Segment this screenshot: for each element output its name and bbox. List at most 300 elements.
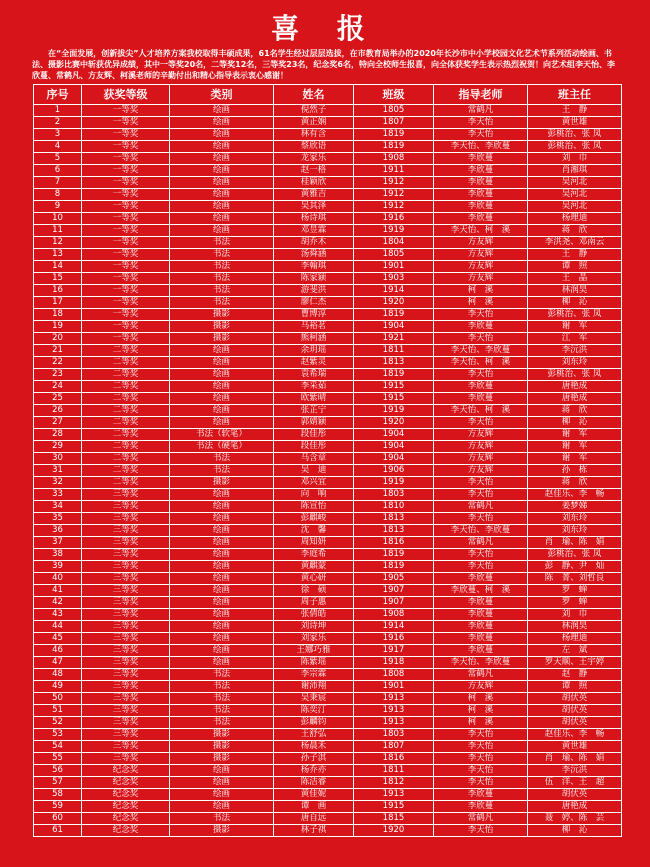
cell-instructor: 李天怡、柯 溪 [434, 405, 528, 417]
table-row [34, 489, 622, 501]
cell-award-level: 三等奖 [82, 633, 170, 645]
cell-award-level: 三等奖 [82, 525, 170, 537]
cell-award-level: 三等奖 [82, 573, 170, 585]
cell-instructor: 常鹤凡 [434, 813, 528, 825]
table-row [34, 177, 622, 189]
cell-homeroom-teacher: 彭桃治、张 凤 [528, 141, 622, 153]
cell-student-name: 沈 馨 [274, 525, 354, 537]
cell-index: 30 [34, 453, 82, 465]
cell-index: 53 [34, 729, 82, 741]
cell-category: 摄影 [170, 309, 274, 321]
cell-index: 61 [34, 825, 82, 837]
cell-instructor: 李天怡 [434, 477, 528, 489]
table-row [34, 297, 622, 309]
cell-class: 1803 [354, 489, 434, 501]
table-row [34, 309, 622, 321]
cell-student-name: 张倩皓 [274, 609, 354, 621]
cell-homeroom-teacher: 吴河北 [528, 189, 622, 201]
cell-index: 12 [34, 237, 82, 249]
cell-category: 书法 [170, 237, 274, 249]
cell-class: 1912 [354, 189, 434, 201]
cell-index: 45 [34, 633, 82, 645]
cell-index: 57 [34, 777, 82, 789]
table-row [34, 765, 622, 777]
cell-class: 1916 [354, 213, 434, 225]
table-row [34, 525, 622, 537]
table-row [34, 609, 622, 621]
cell-category: 绘画 [170, 633, 274, 645]
cell-instructor: 李天怡 [434, 753, 528, 765]
cell-instructor: 方友辉 [434, 249, 528, 261]
cell-student-name: 陈家颖 [274, 273, 354, 285]
table-row [34, 369, 622, 381]
cell-homeroom-teacher: 唐艳成 [528, 801, 622, 813]
table-row [34, 165, 622, 177]
header-category: 类别 [170, 85, 274, 105]
cell-class: 1914 [354, 621, 434, 633]
cell-homeroom-teacher: 唐艳成 [528, 393, 622, 405]
table-row [34, 585, 622, 597]
cell-instructor: 李欣蔓 [434, 633, 528, 645]
cell-award-level: 一等奖 [82, 225, 170, 237]
table-row [34, 261, 622, 273]
cell-homeroom-teacher: 杨理迪 [528, 213, 622, 225]
cell-class: 1911 [354, 165, 434, 177]
cell-homeroom-teacher: 赵佳乐、李 畅 [528, 489, 622, 501]
cell-instructor: 李天怡 [434, 777, 528, 789]
cell-instructor: 柯 溪 [434, 297, 528, 309]
cell-class: 1913 [354, 789, 434, 801]
cell-homeroom-teacher: 李洪尧、邓南云 [528, 237, 622, 249]
cell-instructor: 李欣蔓 [434, 801, 528, 813]
cell-award-level: 一等奖 [82, 189, 170, 201]
cell-class: 1913 [354, 717, 434, 729]
cell-index: 23 [34, 369, 82, 381]
cell-homeroom-teacher: 谢 军 [528, 429, 622, 441]
cell-award-level: 二等奖 [82, 369, 170, 381]
cell-award-level: 三等奖 [82, 537, 170, 549]
cell-class: 1807 [354, 117, 434, 129]
cell-award-level: 一等奖 [82, 285, 170, 297]
cell-index: 11 [34, 225, 82, 237]
cell-category: 绘画 [170, 585, 274, 597]
cell-homeroom-teacher: 伍 洋、王 超 [528, 777, 622, 789]
cell-student-name: 余玥瑶 [274, 345, 354, 357]
cell-class: 1811 [354, 765, 434, 777]
cell-index: 49 [34, 681, 82, 693]
cell-category: 绘画 [170, 393, 274, 405]
cell-student-name: 周子惠 [274, 597, 354, 609]
cell-index: 39 [34, 561, 82, 573]
cell-category: 绘画 [170, 117, 274, 129]
cell-index: 2 [34, 117, 82, 129]
cell-instructor: 方友辉 [434, 465, 528, 477]
cell-index: 13 [34, 249, 82, 261]
cell-student-name: 黄雅吉 [274, 189, 354, 201]
cell-award-level: 纪念奖 [82, 765, 170, 777]
header-homeroom-teacher: 班主任 [528, 85, 622, 105]
cell-homeroom-teacher: 刘 巾 [528, 609, 622, 621]
table-row [34, 693, 622, 705]
table-row [34, 741, 622, 753]
cell-class: 1810 [354, 501, 434, 513]
cell-index: 15 [34, 273, 82, 285]
cell-category: 摄影 [170, 753, 274, 765]
table-row [34, 753, 622, 765]
cell-class: 1912 [354, 201, 434, 213]
cell-index: 38 [34, 549, 82, 561]
cell-class: 1816 [354, 537, 434, 549]
award-table [33, 84, 622, 837]
cell-instructor: 常鹤凡 [434, 537, 528, 549]
cell-student-name: 王舒弘 [274, 729, 354, 741]
cell-student-name: 陈紫瑶 [274, 657, 354, 669]
table-row [34, 141, 622, 153]
table-row [34, 513, 622, 525]
cell-student-name: 杨晨禾 [274, 741, 354, 753]
table-row [34, 549, 622, 561]
cell-student-name: 张芷宁 [274, 405, 354, 417]
cell-instructor: 方友辉 [434, 441, 528, 453]
cell-category: 绘画 [170, 201, 274, 213]
cell-student-name: 孙子淇 [274, 753, 354, 765]
cell-award-level: 二等奖 [82, 405, 170, 417]
cell-student-name: 黄心研 [274, 573, 354, 585]
cell-category: 绘画 [170, 177, 274, 189]
cell-homeroom-teacher: 李沅洪 [528, 765, 622, 777]
cell-category: 书法（软笔） [170, 429, 274, 441]
cell-index: 16 [34, 285, 82, 297]
cell-homeroom-teacher: 彭桃治、张 凤 [528, 369, 622, 381]
cell-index: 36 [34, 525, 82, 537]
table-row [34, 621, 622, 633]
cell-student-name: 杨乔亦 [274, 765, 354, 777]
cell-class: 1819 [354, 561, 434, 573]
cell-homeroom-teacher: 柳 沁 [528, 417, 622, 429]
cell-index: 6 [34, 165, 82, 177]
cell-index: 34 [34, 501, 82, 513]
cell-award-level: 纪念奖 [82, 801, 170, 813]
cell-index: 55 [34, 753, 82, 765]
cell-instructor: 李天怡 [434, 765, 528, 777]
cell-class: 1819 [354, 549, 434, 561]
cell-class: 1913 [354, 705, 434, 717]
cell-index: 41 [34, 585, 82, 597]
cell-class: 1917 [354, 645, 434, 657]
table-row [34, 237, 622, 249]
cell-category: 绘画 [170, 165, 274, 177]
cell-instructor: 李欣蔓 [434, 573, 528, 585]
cell-award-level: 三等奖 [82, 741, 170, 753]
cell-index: 17 [34, 297, 82, 309]
cell-category: 绘画 [170, 213, 274, 225]
cell-student-name: 林子祺 [274, 825, 354, 837]
cell-index: 5 [34, 153, 82, 165]
cell-category: 绘画 [170, 597, 274, 609]
table-row [34, 189, 622, 201]
cell-class: 1805 [354, 105, 434, 117]
cell-award-level: 一等奖 [82, 333, 170, 345]
cell-category: 绘画 [170, 777, 274, 789]
cell-category: 摄影 [170, 729, 274, 741]
cell-award-level: 三等奖 [82, 753, 170, 765]
cell-homeroom-teacher: 谢 军 [528, 441, 622, 453]
table-row [34, 453, 622, 465]
cell-homeroom-teacher: 肖 瑜、陈 娟 [528, 537, 622, 549]
cell-instructor: 常鹤凡 [434, 669, 528, 681]
cell-homeroom-teacher: 蒋 欣 [528, 225, 622, 237]
cell-homeroom-teacher: 左 斌 [528, 645, 622, 657]
cell-instructor: 李天怡 [434, 333, 528, 345]
cell-instructor: 李欣蔓 [434, 609, 528, 621]
cell-student-name: 马裕茗 [274, 321, 354, 333]
cell-category: 书法（硬笔） [170, 441, 274, 453]
cell-award-level: 三等奖 [82, 489, 170, 501]
cell-category: 书法 [170, 705, 274, 717]
table-row [34, 405, 622, 417]
table-row [34, 705, 622, 717]
cell-class: 1901 [354, 681, 434, 693]
cell-category: 绘画 [170, 501, 274, 513]
cell-index: 44 [34, 621, 82, 633]
cell-index: 8 [34, 189, 82, 201]
cell-class: 1919 [354, 477, 434, 489]
cell-index: 58 [34, 789, 82, 801]
cell-class: 1813 [354, 357, 434, 369]
cell-category: 绘画 [170, 525, 274, 537]
cell-instructor: 李天怡 [434, 417, 528, 429]
table-row [34, 657, 622, 669]
cell-category: 绘画 [170, 513, 274, 525]
cell-instructor: 常鹤凡 [434, 501, 528, 513]
table-row [34, 561, 622, 573]
cell-category: 摄影 [170, 333, 274, 345]
cell-student-name: 蔡欣语 [274, 141, 354, 153]
cell-class: 1913 [354, 693, 434, 705]
cell-student-name: 李庭希 [274, 549, 354, 561]
cell-index: 25 [34, 393, 82, 405]
cell-student-name: 黄麒蒙 [274, 561, 354, 573]
cell-homeroom-teacher: 王 静 [528, 105, 622, 117]
cell-index: 40 [34, 573, 82, 585]
header-index: 序号 [34, 85, 82, 105]
cell-student-name: 刘诗坤 [274, 621, 354, 633]
cell-award-level: 一等奖 [82, 153, 170, 165]
cell-award-level: 纪念奖 [82, 825, 170, 837]
cell-award-level: 一等奖 [82, 213, 170, 225]
cell-award-level: 一等奖 [82, 165, 170, 177]
cell-category: 书法 [170, 681, 274, 693]
cell-class: 1901 [354, 261, 434, 273]
cell-student-name: 袁希瑞 [274, 369, 354, 381]
cell-index: 37 [34, 537, 82, 549]
cell-class: 1804 [354, 237, 434, 249]
cell-homeroom-teacher: 江 军 [528, 333, 622, 345]
cell-index: 42 [34, 597, 82, 609]
cell-category: 绘画 [170, 369, 274, 381]
cell-index: 7 [34, 177, 82, 189]
cell-class: 1920 [354, 417, 434, 429]
cell-instructor: 李天怡 [434, 741, 528, 753]
cell-instructor: 李欣蔓 [434, 645, 528, 657]
cell-index: 26 [34, 405, 82, 417]
cell-instructor: 李欣蔓、柯 溪 [434, 585, 528, 597]
cell-category: 绘画 [170, 141, 274, 153]
cell-instructor: 常鹤凡 [434, 105, 528, 117]
cell-student-name: 周知妍 [274, 537, 354, 549]
table-row [34, 825, 622, 837]
cell-student-name: 林有含 [274, 129, 354, 141]
cell-index: 35 [34, 513, 82, 525]
cell-student-name: 向 响 [274, 489, 354, 501]
cell-student-name: 徐 硕 [274, 585, 354, 597]
table-row [34, 429, 622, 441]
cell-index: 4 [34, 141, 82, 153]
cell-index: 51 [34, 705, 82, 717]
cell-index: 31 [34, 465, 82, 477]
cell-index: 3 [34, 129, 82, 141]
cell-instructor: 李欣蔓 [434, 393, 528, 405]
cell-homeroom-teacher: 谭 照 [528, 261, 622, 273]
cell-index: 60 [34, 813, 82, 825]
cell-category: 绘画 [170, 549, 274, 561]
table-row [34, 153, 622, 165]
cell-class: 1906 [354, 465, 434, 477]
cell-award-level: 一等奖 [82, 201, 170, 213]
cell-student-name: 邓兴宜 [274, 477, 354, 489]
cell-student-name: 桂颖欣 [274, 177, 354, 189]
cell-instructor: 方友辉 [434, 681, 528, 693]
cell-instructor: 柯 溪 [434, 705, 528, 717]
cell-homeroom-teacher: 罗 蝉 [528, 585, 622, 597]
cell-student-name: 段佳彤 [274, 441, 354, 453]
cell-category: 绘画 [170, 573, 274, 585]
cell-award-level: 一等奖 [82, 177, 170, 189]
cell-category: 书法 [170, 813, 274, 825]
cell-homeroom-teacher: 唐艳成 [528, 381, 622, 393]
cell-instructor: 李欣蔓 [434, 789, 528, 801]
cell-homeroom-teacher: 彭桃治、张 凤 [528, 129, 622, 141]
cell-award-level: 二等奖 [82, 357, 170, 369]
cell-homeroom-teacher: 黄世雄 [528, 117, 622, 129]
cell-class: 1812 [354, 777, 434, 789]
table-row [34, 321, 622, 333]
cell-instructor: 李欣蔓 [434, 189, 528, 201]
cell-student-name: 刘家乐 [274, 633, 354, 645]
cell-award-level: 一等奖 [82, 249, 170, 261]
cell-student-name: 王娜巧雅 [274, 645, 354, 657]
cell-student-name: 欧紫晴 [274, 393, 354, 405]
cell-instructor: 李天怡、李欣蔓 [434, 141, 528, 153]
cell-index: 20 [34, 333, 82, 345]
cell-award-level: 三等奖 [82, 657, 170, 669]
table-row [34, 789, 622, 801]
table-row [34, 381, 622, 393]
cell-student-name: 黄佳妮 [274, 789, 354, 801]
cell-homeroom-teacher: 杨理迪 [528, 633, 622, 645]
cell-class: 1811 [354, 345, 434, 357]
cell-class: 1919 [354, 405, 434, 417]
table-row [34, 477, 622, 489]
cell-class: 1915 [354, 801, 434, 813]
cell-category: 书法 [170, 261, 274, 273]
cell-award-level: 一等奖 [82, 321, 170, 333]
cell-student-name: 李宗霖 [274, 669, 354, 681]
cell-student-name: 李采茹 [274, 381, 354, 393]
cell-class: 1921 [354, 333, 434, 345]
cell-award-level: 三等奖 [82, 609, 170, 621]
cell-class: 1905 [354, 573, 434, 585]
cell-homeroom-teacher: 罗天顺、王宇婷 [528, 657, 622, 669]
cell-instructor: 柯 溪 [434, 285, 528, 297]
cell-award-level: 二等奖 [82, 453, 170, 465]
cell-instructor: 李天怡 [434, 729, 528, 741]
cell-class: 1915 [354, 393, 434, 405]
cell-category: 书法 [170, 693, 274, 705]
cell-student-name: 赵紫灵 [274, 357, 354, 369]
cell-student-name: 谭 画 [274, 801, 354, 813]
cell-student-name: 郭婧颖 [274, 417, 354, 429]
cell-student-name: 胡乔木 [274, 237, 354, 249]
cell-class: 1815 [354, 813, 434, 825]
cell-class: 1903 [354, 273, 434, 285]
cell-award-level: 三等奖 [82, 585, 170, 597]
cell-award-level: 一等奖 [82, 273, 170, 285]
cell-category: 书法 [170, 465, 274, 477]
cell-student-name: 彭麟钧 [274, 717, 354, 729]
cell-index: 9 [34, 201, 82, 213]
intro-paragraph: 在“全面发展，创新拔尖”人才培养方案我校取得丰硕成果，61名学生经过层层选拔，在市教育局举办的2020年长沙市中小学校园文化艺术节系列活动绘画、书法、摄影比赛中斩获优异成绩，其中一等奖20名，二等奖12名，三等奖23名，纪念奖6名，特向全校师生报喜，向全体获奖学生表示热烈祝贺！向艺术组李天怡、李欣蔓、常鹤凡、方友辉、柯溪老师的辛勤付出和精心指导表示衷心感谢！ [32, 49, 615, 80]
cell-class: 1819 [354, 309, 434, 321]
table-body [34, 105, 622, 837]
cell-category: 绘画 [170, 561, 274, 573]
cell-instructor: 柯 溪 [434, 693, 528, 705]
cell-award-level: 二等奖 [82, 417, 170, 429]
cell-index: 46 [34, 645, 82, 657]
cell-homeroom-teacher: 黄世雄 [528, 741, 622, 753]
cell-category: 绘画 [170, 645, 274, 657]
cell-homeroom-teacher: 柳 沁 [528, 297, 622, 309]
cell-instructor: 李天怡 [434, 129, 528, 141]
table-row [34, 729, 622, 741]
cell-class: 1808 [354, 669, 434, 681]
cell-student-name: 马含章 [274, 453, 354, 465]
cell-student-name: 陈宣怡 [274, 501, 354, 513]
cell-homeroom-teacher: 陈 菁、刘哲良 [528, 573, 622, 585]
table-row [34, 213, 622, 225]
table-row [34, 465, 622, 477]
cell-index: 29 [34, 441, 82, 453]
cell-category: 绘画 [170, 417, 274, 429]
cell-homeroom-teacher: 肖 瑜、陈 娟 [528, 753, 622, 765]
table-row [34, 117, 622, 129]
cell-student-name: 谢沛翔 [274, 681, 354, 693]
cell-index: 47 [34, 657, 82, 669]
cell-category: 绘画 [170, 225, 274, 237]
cell-class: 1916 [354, 633, 434, 645]
cell-instructor: 方友辉 [434, 453, 528, 465]
cell-student-name: 吴 迪 [274, 465, 354, 477]
cell-award-level: 一等奖 [82, 261, 170, 273]
cell-category: 书法 [170, 249, 274, 261]
table-row [34, 777, 622, 789]
cell-class: 1805 [354, 249, 434, 261]
cell-instructor: 李天怡 [434, 513, 528, 525]
cell-class: 1908 [354, 153, 434, 165]
cell-instructor: 李天怡、柯 溪 [434, 357, 528, 369]
cell-instructor: 李欣蔓 [434, 381, 528, 393]
cell-student-name: 邓昱霖 [274, 225, 354, 237]
